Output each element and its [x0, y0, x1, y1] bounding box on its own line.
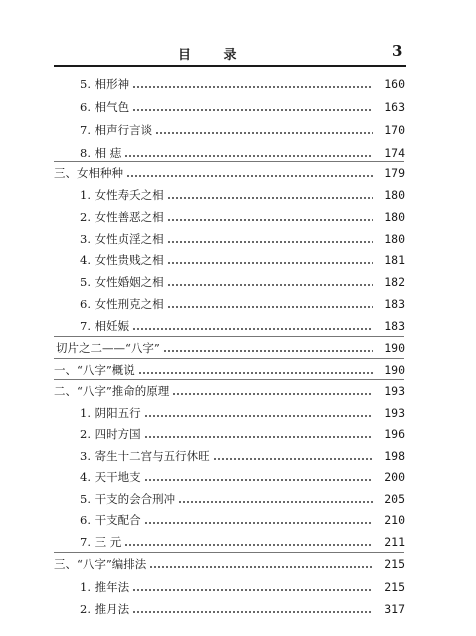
- toc-entry-page-number: 198: [384, 449, 405, 463]
- toc-entry-page-number: 183: [384, 297, 405, 311]
- dot-leader: [167, 229, 373, 249]
- toc-entry-label: 6. 干支配合: [80, 513, 141, 527]
- toc-entry[interactable]: [80, 74, 405, 94]
- toc-entry-label: 5. 干支的会合刑冲: [80, 492, 176, 506]
- toc-entry-page-number: 317: [384, 602, 405, 616]
- toc-entry-page-number: 200: [384, 470, 405, 484]
- toc-entry-page-number: 180: [384, 188, 405, 202]
- toc-entry[interactable]: [80, 446, 405, 466]
- toc-entry[interactable]: [80, 403, 405, 423]
- toc-section-entry[interactable]: [54, 163, 405, 183]
- section-separator: [54, 552, 404, 553]
- toc-entry[interactable]: [80, 250, 405, 270]
- section-separator: [54, 336, 404, 337]
- dot-leader: [172, 381, 373, 401]
- dot-leader: [144, 467, 373, 487]
- toc-entry-label: 7. 三 元: [80, 535, 122, 549]
- toc-entry[interactable]: [80, 294, 405, 314]
- dot-leader: [132, 97, 373, 117]
- toc-entry-page-number: 181: [384, 253, 405, 267]
- running-header-title: 目 录: [178, 48, 251, 63]
- toc-entry[interactable]: [80, 599, 405, 619]
- dot-leader: [124, 143, 373, 163]
- section-separator: [54, 161, 404, 162]
- toc-entry-page-number: 170: [384, 123, 405, 137]
- toc-entry-page-number: 215: [384, 580, 405, 594]
- toc-entry-label: 1. 阴阳五行: [80, 406, 141, 420]
- toc-entry[interactable]: [80, 120, 405, 140]
- dot-leader: [132, 577, 373, 597]
- toc-entry-page-number: 210: [384, 513, 405, 527]
- dot-leader: [124, 532, 373, 552]
- toc-entry-label: 4. 女性贵贱之相: [80, 253, 164, 267]
- toc-entry[interactable]: [80, 532, 405, 552]
- toc-entry-label: 3. 寄生十二宫与五行休旺: [80, 449, 210, 463]
- toc-entry[interactable]: [80, 185, 405, 205]
- toc-entry-page-number: 180: [384, 210, 405, 224]
- toc-entry-page-number: 182: [384, 275, 405, 289]
- toc-entry-label: 三、“八字”编排法: [54, 557, 147, 571]
- toc-entry-page-number: 215: [384, 557, 405, 571]
- toc-entry[interactable]: [80, 272, 405, 292]
- toc-entry-page-number: 160: [384, 77, 405, 91]
- toc-entry[interactable]: [80, 229, 405, 249]
- section-separator: [54, 379, 404, 380]
- toc-entry[interactable]: [80, 577, 405, 597]
- toc-entry-page-number: 190: [384, 341, 405, 355]
- toc-section-entry[interactable]: [56, 338, 405, 358]
- toc-entry[interactable]: [80, 424, 405, 444]
- page-number: 3: [392, 42, 403, 60]
- toc-entry[interactable]: [80, 510, 405, 530]
- dot-leader: [126, 163, 373, 183]
- toc-entry-page-number: 179: [384, 166, 405, 180]
- toc-entry-label: 2. 女性善恶之相: [80, 210, 164, 224]
- dot-leader: [167, 250, 373, 270]
- toc-entry-label: 2. 四时方国: [80, 427, 141, 441]
- dot-leader: [167, 207, 373, 227]
- dot-leader: [132, 599, 373, 619]
- toc-entry-label: 3. 女性贞淫之相: [80, 232, 164, 246]
- dot-leader: [144, 403, 373, 423]
- toc-section-entry[interactable]: [54, 554, 405, 574]
- toc-entry-page-number: 180: [384, 232, 405, 246]
- toc-entry-label: 5. 相形神: [80, 77, 130, 91]
- dot-leader: [138, 360, 373, 380]
- dot-leader: [144, 510, 373, 530]
- toc-entry-label: 三、女相种种: [54, 166, 123, 180]
- dot-leader: [149, 554, 373, 574]
- toc-entry-label: 1. 女性寿夭之相: [80, 188, 164, 202]
- dot-leader: [178, 489, 373, 509]
- section-separator: [54, 358, 404, 359]
- toc-entry-page-number: 174: [384, 146, 405, 160]
- toc-entry-page-number: 190: [384, 363, 405, 377]
- toc-section-entry[interactable]: [54, 381, 405, 401]
- dot-leader: [144, 424, 373, 444]
- toc-entry-label: 一、“八字”概说: [54, 363, 135, 377]
- toc-entry-page-number: 193: [384, 384, 405, 398]
- toc-entry-label: 2. 推月法: [80, 602, 130, 616]
- toc-entry[interactable]: [80, 143, 405, 163]
- toc-entry-page-number: 211: [384, 535, 405, 549]
- toc-entry-label: 6. 女性刑克之相: [80, 297, 164, 311]
- toc-entry[interactable]: [80, 207, 405, 227]
- toc-entry[interactable]: [80, 467, 405, 487]
- toc-entry-label: 7. 相声行言谈: [80, 123, 153, 137]
- toc-entry-page-number: 163: [384, 100, 405, 114]
- dot-leader: [213, 446, 373, 466]
- toc-entry-label: 5. 女性婚姻之相: [80, 275, 164, 289]
- dot-leader: [167, 272, 373, 292]
- toc-entry-label: 切片之二——“八字”: [56, 341, 160, 355]
- toc-entry[interactable]: [80, 489, 405, 509]
- dot-leader: [167, 294, 373, 314]
- dot-leader: [155, 120, 373, 140]
- toc-entry-label: 6. 相气色: [80, 100, 130, 114]
- header-rule: [54, 65, 406, 67]
- dot-leader: [167, 185, 373, 205]
- dot-leader: [163, 338, 373, 358]
- toc-entry-label: 二、“八字”推命的原理: [54, 384, 170, 398]
- toc-entry-page-number: 193: [384, 406, 405, 420]
- toc-entry-page-number: 183: [384, 319, 405, 333]
- dot-leader: [132, 316, 373, 336]
- toc-entry-label: 1. 推年法: [80, 580, 130, 594]
- dot-leader: [132, 74, 373, 94]
- toc-entry[interactable]: [80, 316, 405, 336]
- toc-entry-page-number: 205: [384, 492, 405, 506]
- toc-entry[interactable]: [80, 97, 405, 117]
- toc-entry-page-number: 196: [384, 427, 405, 441]
- toc-section-entry[interactable]: [54, 360, 405, 380]
- toc-entry-label: 8. 相 痣: [80, 146, 122, 160]
- toc-entry-label: 7. 相妊娠: [80, 319, 130, 333]
- toc-entry-label: 4. 天干地支: [80, 470, 141, 484]
